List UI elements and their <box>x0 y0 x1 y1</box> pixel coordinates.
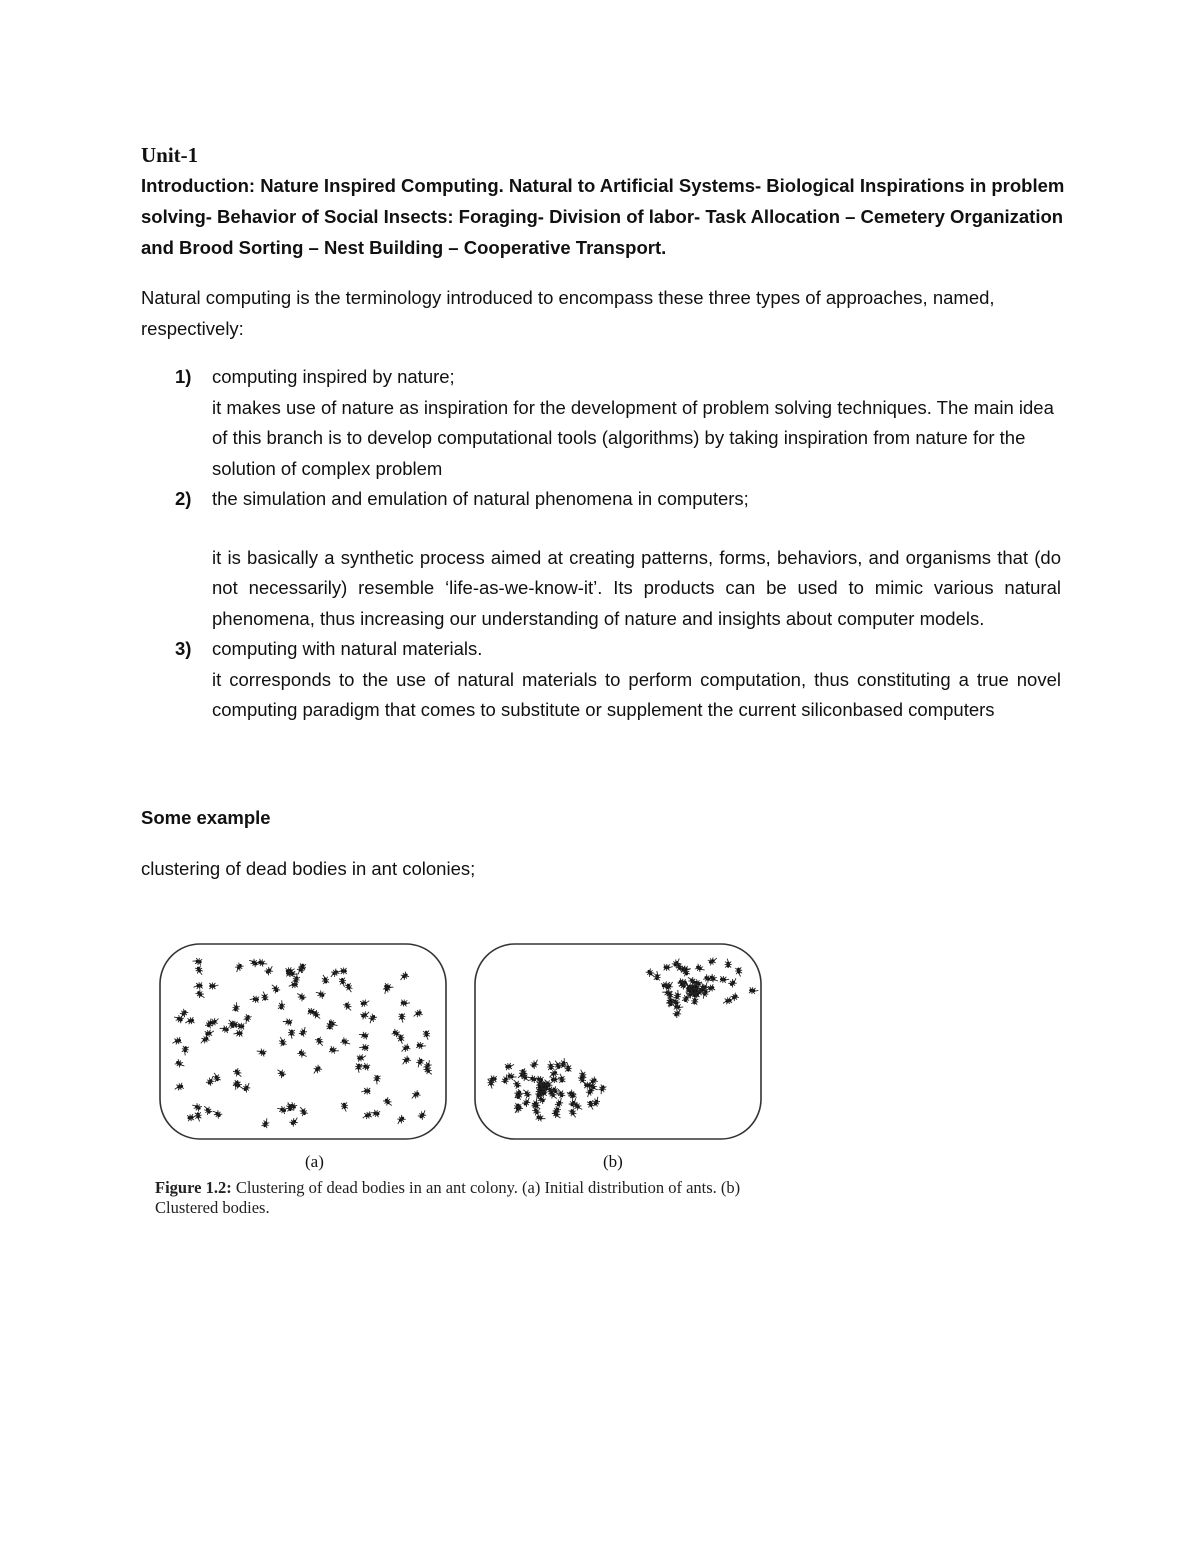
caption-label: Figure 1.2: <box>155 1178 232 1197</box>
intro-paragraph: Introduction: Nature Inspired Computing. Natural to Artificial Systems- Biological Inspirations in problem solving- Behavior of Social Insects: Foraging- Division of labor- Task Allocation – Cemetery Organization and Brood Sorting – Nest Building – Cooperative Transport. <box>141 175 1065 258</box>
list-item <box>141 634 1061 726</box>
list-number: 2) <box>175 488 192 509</box>
definition-paragraph: Natural computing is the terminology introduced to encompass these three types of approaches, named, respectively: <box>141 287 995 339</box>
list-item <box>141 484 1061 634</box>
figure-label-a: (a) <box>305 1152 324 1171</box>
list-item-body: it corresponds to the use of natural materials to perform computation, thus constituting a true novel computing paradigm that comes to substitute or supplement the current siliconbased computers <box>212 668 1061 720</box>
list-item-title: computing with natural materials. <box>212 638 483 659</box>
some-example-heading: Some example <box>141 807 271 828</box>
figure-illustration <box>150 938 790 1168</box>
approaches-list <box>141 362 1061 726</box>
list-item-body: it is basically a synthetic process aimed at creating patterns, forms, behaviors, and organisms that (do not necessarily) resemble ‘life-as-we-know-it’. Its products can be used to mimic various natural phenomena, thus increasing our understanding of nature and insights about computer models. <box>212 546 1061 629</box>
spacer <box>212 515 1061 543</box>
list-item-title: computing inspired by nature; <box>212 366 455 387</box>
list-item-body: it makes use of nature as inspiration for the development of problem solving techniques. The main idea of this branch is to develop computational tools (algorithms) by taking inspiration from nature for the solution of complex problem <box>212 396 1054 479</box>
figure-label-b: (b) <box>603 1152 623 1171</box>
list-number: 3) <box>175 638 192 659</box>
caption-text: Clustering of dead bodies in an ant colony. (a) Initial distribution of ants. (b) Clustered bodies. <box>155 1178 741 1217</box>
figure-caption <box>155 1178 785 1218</box>
list-item <box>141 362 1061 484</box>
cluster-line: clustering of dead bodies in ant colonies; <box>141 858 476 879</box>
list-item-title: the simulation and emulation of natural phenomena in computers; <box>212 488 749 509</box>
list-number: 1) <box>175 366 192 387</box>
unit-heading: Unit-1 <box>141 143 199 167</box>
